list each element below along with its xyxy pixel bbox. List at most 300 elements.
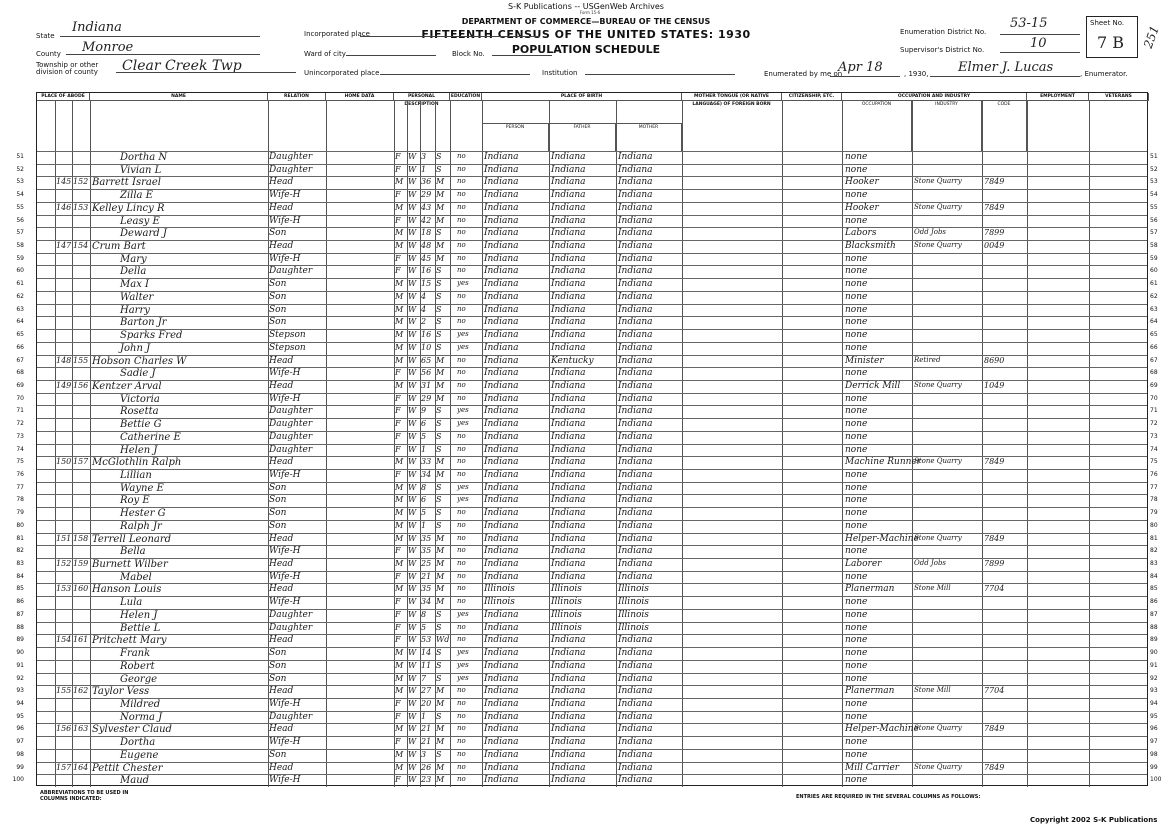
line-number-right: 71 <box>1150 407 1158 415</box>
cell-relation: Head <box>269 686 294 697</box>
cell-age: 3 <box>421 152 427 161</box>
cell-occupation: none <box>845 317 868 328</box>
cell-birth: Indiana <box>484 368 519 379</box>
cell-relation: Head <box>269 355 294 366</box>
cell-occupation: none <box>845 749 868 760</box>
line-number-right: 68 <box>1150 369 1158 377</box>
cell-name: Crum Bart <box>92 241 146 253</box>
cell-mother: Indiana <box>618 152 653 162</box>
cell-father: Indiana <box>551 266 586 277</box>
cell-age: 33 <box>421 457 432 467</box>
cell-industry: Stone Quarry <box>914 762 962 771</box>
cell-father: Illinois <box>551 622 582 633</box>
cell-birth: Indiana <box>484 711 519 722</box>
cell-birth: Indiana <box>484 622 519 633</box>
cell-race: W <box>408 152 417 161</box>
cell-school: no <box>457 241 466 250</box>
cell-race: W <box>408 393 417 403</box>
cell-relation: Wife-H <box>269 546 301 557</box>
line-number-right: 59 <box>1150 254 1158 262</box>
cell-sex: M <box>395 673 404 683</box>
cell-occupation: none <box>845 571 868 582</box>
cell-mother: Indiana <box>618 368 653 379</box>
cell-sex: M <box>395 317 404 327</box>
col-father: FATHER <box>573 125 591 130</box>
cell-occupation: none <box>845 330 868 341</box>
enumerated-label: Enumerated by me on <box>764 70 843 78</box>
cell-race: W <box>408 253 417 263</box>
line-number: 93 <box>16 687 24 695</box>
cell-marital: S <box>436 444 442 454</box>
line-number: 80 <box>16 521 24 529</box>
col-mother: MOTHER <box>638 125 659 130</box>
cell-occupation: Labors <box>845 228 877 239</box>
cell-relation: Son <box>269 317 287 328</box>
cell-father: Indiana <box>551 775 586 786</box>
line-number: 86 <box>16 598 24 606</box>
cell-sex: M <box>395 304 404 314</box>
cell-relation: Stepson <box>269 330 306 341</box>
cell-birth: Indiana <box>484 419 519 430</box>
cell-birth: Indiana <box>484 482 519 493</box>
cell-name: Sparks Fred <box>120 330 183 342</box>
cell-father: Indiana <box>551 533 586 544</box>
cell-occupation: Blacksmith <box>845 241 896 252</box>
cell-age: 16 <box>421 330 432 340</box>
cell-age: 48 <box>421 241 432 251</box>
cell-mother: Indiana <box>618 355 653 366</box>
cell-name: Pritchett Mary <box>92 635 167 647</box>
cell-family: 152 <box>73 177 89 187</box>
cell-name: Burnett Wilber <box>92 559 168 571</box>
cell-name: Leasy E <box>120 215 160 227</box>
cell-marital: M <box>436 571 445 581</box>
cell-age: 7 <box>421 673 427 683</box>
cell-marital: S <box>436 330 442 340</box>
cell-school: no <box>457 202 466 211</box>
enumerated-year: , 1930, <box>904 70 929 78</box>
cell-father: Indiana <box>551 737 586 748</box>
line-number: 52 <box>16 165 24 173</box>
cell-occupation: none <box>845 711 868 722</box>
form-number: Form 15-6 <box>579 10 601 15</box>
cell-relation: Head <box>269 724 294 735</box>
cell-race: W <box>408 686 417 696</box>
cell-mother: Indiana <box>618 686 653 697</box>
cell-mother: Indiana <box>618 419 653 430</box>
cell-marital: S <box>436 266 442 276</box>
cell-school: yes <box>457 482 469 491</box>
line-number: 72 <box>16 420 24 428</box>
group-personal-description: PERSONAL DESCRIPTION <box>394 93 450 101</box>
cell-birth: Indiana <box>484 686 519 697</box>
cell-birth: Indiana <box>484 317 519 328</box>
cell-marital: M <box>436 393 445 403</box>
line-number: 100 <box>12 776 24 784</box>
cell-father: Indiana <box>551 279 586 290</box>
cell-marital: M <box>436 698 445 708</box>
line-number-right: 86 <box>1150 598 1158 606</box>
cell-father: Indiana <box>551 444 586 455</box>
cell-name: Bettie G <box>120 419 162 431</box>
cell-race: W <box>408 559 417 569</box>
schedule-title: POPULATION SCHEDULE <box>511 43 661 56</box>
cell-name: Lula <box>120 597 143 609</box>
line-number: 70 <box>16 394 24 402</box>
cell-father: Indiana <box>551 508 586 519</box>
cell-father: Indiana <box>551 406 586 417</box>
cell-race: W <box>408 660 417 670</box>
cell-mother: Indiana <box>618 635 653 646</box>
cell-marital: M <box>436 584 445 594</box>
line-number: 91 <box>16 661 24 669</box>
cell-mother: Indiana <box>618 279 653 290</box>
cell-marital: M <box>436 737 445 747</box>
line-number-right: 51 <box>1150 153 1158 160</box>
cell-birth: Indiana <box>484 698 519 709</box>
cell-mother: Illinois <box>618 622 649 633</box>
cell-father: Indiana <box>551 635 586 646</box>
cell-father: Indiana <box>551 520 586 531</box>
cell-sex: F <box>395 609 401 619</box>
cell-race: W <box>408 711 417 721</box>
line-number: 59 <box>16 254 24 262</box>
cell-birth: Indiana <box>484 164 519 175</box>
line-number-right: 77 <box>1150 483 1158 491</box>
cell-name: Mabel <box>120 571 152 583</box>
cell-father: Indiana <box>551 686 586 697</box>
cell-mother: Indiana <box>618 380 653 391</box>
cell-sex: M <box>395 533 404 543</box>
cell-sex: M <box>395 291 404 301</box>
cell-father: Indiana <box>551 177 586 188</box>
cell-birth: Indiana <box>484 737 519 748</box>
group-citizenship: CITIZENSHIP, ETC. <box>782 93 842 101</box>
cell-age: 43 <box>421 202 432 212</box>
cell-school: no <box>457 380 466 389</box>
cell-age: 3 <box>421 749 427 759</box>
cell-dwelling: 148 <box>56 355 72 365</box>
cell-marital: M <box>436 380 445 390</box>
cell-race: W <box>408 304 417 314</box>
cell-school: no <box>457 266 466 275</box>
cell-sex: F <box>395 253 401 263</box>
cell-mother: Indiana <box>618 660 653 671</box>
cell-race: W <box>408 457 417 467</box>
cell-industry: Stone Quarry <box>914 177 962 186</box>
cell-mother: Indiana <box>618 533 653 544</box>
cell-age: 2 <box>421 317 427 327</box>
cell-age: 5 <box>421 622 427 632</box>
cell-family: 153 <box>73 202 89 212</box>
census-title: FIFTEENTH CENSUS OF THE UNITED STATES: 1930 <box>421 28 751 41</box>
cell-relation: Stepson <box>269 342 306 353</box>
cell-race: W <box>408 597 417 607</box>
cell-relation: Son <box>269 279 287 290</box>
line-number-right: 80 <box>1150 521 1158 529</box>
cell-school: no <box>457 457 466 466</box>
cell-birth: Indiana <box>484 355 519 366</box>
line-number: 88 <box>16 623 24 631</box>
cell-name: Dortha <box>120 737 156 749</box>
cell-relation: Wife-H <box>269 253 301 264</box>
cell-birth: Indiana <box>484 762 519 773</box>
cell-mother: Indiana <box>618 202 653 213</box>
line-number: 94 <box>16 699 24 707</box>
cell-race: W <box>408 470 417 479</box>
line-number: 66 <box>16 343 24 351</box>
cell-school: no <box>457 635 466 644</box>
cell-occupation: none <box>845 253 868 264</box>
cell-mother: Indiana <box>618 571 653 582</box>
cell-code: 7849 <box>984 202 1005 212</box>
cell-marital: M <box>436 368 445 378</box>
cell-name: Deward J <box>120 228 167 240</box>
line-number-right: 88 <box>1150 623 1158 631</box>
cell-sex: M <box>395 749 404 759</box>
cell-race: W <box>408 228 417 238</box>
cell-race: W <box>408 317 417 327</box>
cell-occupation: none <box>845 482 868 493</box>
cell-birth: Indiana <box>484 559 519 570</box>
cell-race: W <box>408 622 417 632</box>
cell-mother: Indiana <box>618 177 653 188</box>
cell-family: 161 <box>73 635 89 645</box>
ward-label: Ward of city <box>304 50 346 58</box>
cell-birth: Indiana <box>484 202 519 213</box>
line-number-right: 97 <box>1150 738 1158 746</box>
group-place-of-abode: PLACE OF ABODE <box>37 93 90 101</box>
cell-age: 1 <box>421 520 427 530</box>
cell-name: Ralph Jr <box>120 520 162 532</box>
cell-mother: Indiana <box>618 342 653 353</box>
cell-occupation: none <box>845 406 868 417</box>
cell-school: no <box>457 622 466 631</box>
cell-sex: F <box>395 368 401 378</box>
cell-relation: Son <box>269 648 287 659</box>
cell-birth: Indiana <box>484 724 519 735</box>
cell-father: Indiana <box>551 470 586 480</box>
cell-occupation: none <box>845 609 868 620</box>
cell-occupation: none <box>845 279 868 290</box>
sheet-box <box>1086 16 1138 58</box>
cell-age: 35 <box>421 584 432 594</box>
cell-sex: F <box>395 711 401 721</box>
cell-birth: Indiana <box>484 342 519 353</box>
corner-note: 251 <box>1140 23 1162 51</box>
cell-mother: Indiana <box>618 482 653 493</box>
cell-code: 7704 <box>984 584 1005 594</box>
cell-marital: M <box>436 724 445 734</box>
cell-marital: S <box>436 749 442 759</box>
cell-code: 0049 <box>984 241 1005 251</box>
cell-name: Sadie J <box>120 368 156 380</box>
cell-mother: Indiana <box>618 431 653 442</box>
cell-occupation: none <box>845 431 868 442</box>
cell-birth: Indiana <box>484 571 519 582</box>
cell-birth: Indiana <box>484 431 519 442</box>
cell-sex: F <box>395 597 401 607</box>
cell-name: Mildred <box>120 698 161 710</box>
cell-birth: Indiana <box>484 457 519 468</box>
cell-sex: F <box>395 164 401 174</box>
line-number: 51 <box>16 153 24 160</box>
cell-father: Illinois <box>551 584 582 595</box>
cell-marital: S <box>436 164 442 174</box>
cell-marital: S <box>436 609 442 619</box>
cell-age: 1 <box>421 711 427 721</box>
cell-mother: Indiana <box>618 762 653 773</box>
county-value: Monroe <box>82 40 134 55</box>
cell-industry: Stone Quarry <box>914 724 962 733</box>
cell-school: yes <box>457 342 469 351</box>
cell-mother: Illinois <box>618 597 649 608</box>
cell-marital: M <box>436 177 445 187</box>
cell-marital: S <box>436 317 442 327</box>
cell-family: 154 <box>73 241 89 251</box>
cell-marital: S <box>436 622 442 632</box>
cell-birth: Indiana <box>484 380 519 391</box>
cell-school: no <box>457 711 466 720</box>
cell-industry: Stone Quarry <box>914 533 962 542</box>
cell-occupation: none <box>845 266 868 277</box>
cell-school: yes <box>457 673 469 682</box>
cell-relation: Son <box>269 291 287 302</box>
cell-occupation: none <box>845 597 868 608</box>
cell-mother: Indiana <box>618 330 653 341</box>
cell-race: W <box>408 571 417 581</box>
cell-race: W <box>408 419 417 429</box>
cell-birth: Indiana <box>484 648 519 659</box>
sheet-value: 7 B <box>1097 33 1125 52</box>
cell-race: W <box>408 177 417 187</box>
cell-dwelling: 146 <box>56 202 72 212</box>
cell-birth: Illinois <box>484 597 515 608</box>
cell-father: Indiana <box>551 711 586 722</box>
cell-relation: Daughter <box>269 406 313 417</box>
cell-race: W <box>408 279 417 289</box>
cell-marital: S <box>436 291 442 301</box>
cell-father: Indiana <box>551 368 586 379</box>
cell-occupation: none <box>845 520 868 531</box>
line-number: 73 <box>16 432 24 440</box>
cell-family: 159 <box>73 559 89 569</box>
cell-family: 157 <box>73 457 89 467</box>
line-number: 92 <box>16 674 24 682</box>
line-number-right: 58 <box>1150 242 1158 250</box>
line-number-right: 60 <box>1150 267 1158 275</box>
line-number: 54 <box>16 191 24 199</box>
cell-sex: F <box>395 444 401 454</box>
cell-relation: Son <box>269 495 287 506</box>
cell-relation: Head <box>269 584 294 595</box>
cell-relation: Wife-H <box>269 368 301 379</box>
cell-birth: Indiana <box>484 393 519 404</box>
cell-school: no <box>457 291 466 300</box>
cell-age: 1 <box>421 164 427 174</box>
cell-sex: M <box>395 482 404 492</box>
cell-code: 7899 <box>984 559 1005 569</box>
cell-sex: M <box>395 584 404 594</box>
cell-marital: M <box>436 470 445 479</box>
cell-father: Indiana <box>551 342 586 353</box>
state-label: State <box>36 32 55 40</box>
cell-dwelling: 151 <box>56 533 72 543</box>
line-number-right: 100 <box>1150 776 1162 784</box>
cell-father: Indiana <box>551 495 586 506</box>
footer <box>36 788 1148 818</box>
line-number-right: 61 <box>1150 280 1158 288</box>
cell-school: yes <box>457 495 469 504</box>
cell-occupation: none <box>845 622 868 633</box>
line-number-right: 73 <box>1150 432 1158 440</box>
township-value: Clear Creek Twp <box>122 58 242 74</box>
cell-age: 20 <box>421 698 432 708</box>
cell-mother: Illinois <box>618 584 649 595</box>
line-number: 75 <box>16 458 24 466</box>
line-number-right: 62 <box>1150 292 1158 300</box>
cell-name: Barton Jr <box>120 317 167 329</box>
cell-name: Catherine E <box>120 431 181 443</box>
group-mother-tongue: MOTHER TONGUE (OR NATIVE LANGUAGE) OF FOREIGN BORN <box>682 93 782 101</box>
cell-marital: M <box>436 190 445 200</box>
cell-mother: Indiana <box>618 698 653 709</box>
cell-birth: Indiana <box>484 177 519 188</box>
cell-sex: F <box>395 406 401 416</box>
cell-name: Della <box>120 266 147 278</box>
cell-father: Indiana <box>551 291 586 302</box>
cell-school: no <box>457 190 466 199</box>
cell-age: 36 <box>421 177 432 187</box>
cell-father: Indiana <box>551 253 586 264</box>
line-number-right: 74 <box>1150 445 1158 453</box>
cell-name: Maud <box>120 775 150 787</box>
cell-relation: Son <box>269 520 287 531</box>
cell-occupation: none <box>845 698 868 709</box>
cell-race: W <box>408 635 417 645</box>
cell-age: 8 <box>421 482 427 492</box>
cell-father: Indiana <box>551 190 586 201</box>
cell-age: 34 <box>421 597 432 607</box>
cell-occupation: none <box>845 342 868 353</box>
cell-name: Terrell Leonard <box>92 533 172 545</box>
cell-occupation: none <box>845 673 868 684</box>
cell-birth: Indiana <box>484 546 519 557</box>
cell-age: 21 <box>421 571 432 581</box>
cell-mother: Indiana <box>618 164 653 175</box>
cell-name: Harry <box>120 304 150 316</box>
cell-occupation: Machine Runner <box>845 457 922 468</box>
cell-sex: F <box>395 393 401 403</box>
cell-relation: Daughter <box>269 431 313 442</box>
cell-age: 21 <box>421 737 432 747</box>
cell-code: 7849 <box>984 457 1005 467</box>
line-number-right: 56 <box>1150 216 1158 224</box>
line-number: 81 <box>16 534 24 542</box>
cell-marital: M <box>436 775 445 785</box>
cell-family: 158 <box>73 533 89 543</box>
line-number: 71 <box>16 407 24 415</box>
cell-sex: M <box>395 508 404 518</box>
cell-marital: S <box>436 508 442 518</box>
cell-code: 7849 <box>984 533 1005 543</box>
line-number-right: 72 <box>1150 420 1158 428</box>
cell-birth: Indiana <box>484 291 519 302</box>
cell-relation: Daughter <box>269 152 313 162</box>
cell-name: Taylor Vess <box>92 686 150 698</box>
cell-race: W <box>408 609 417 619</box>
cell-relation: Head <box>269 635 294 646</box>
